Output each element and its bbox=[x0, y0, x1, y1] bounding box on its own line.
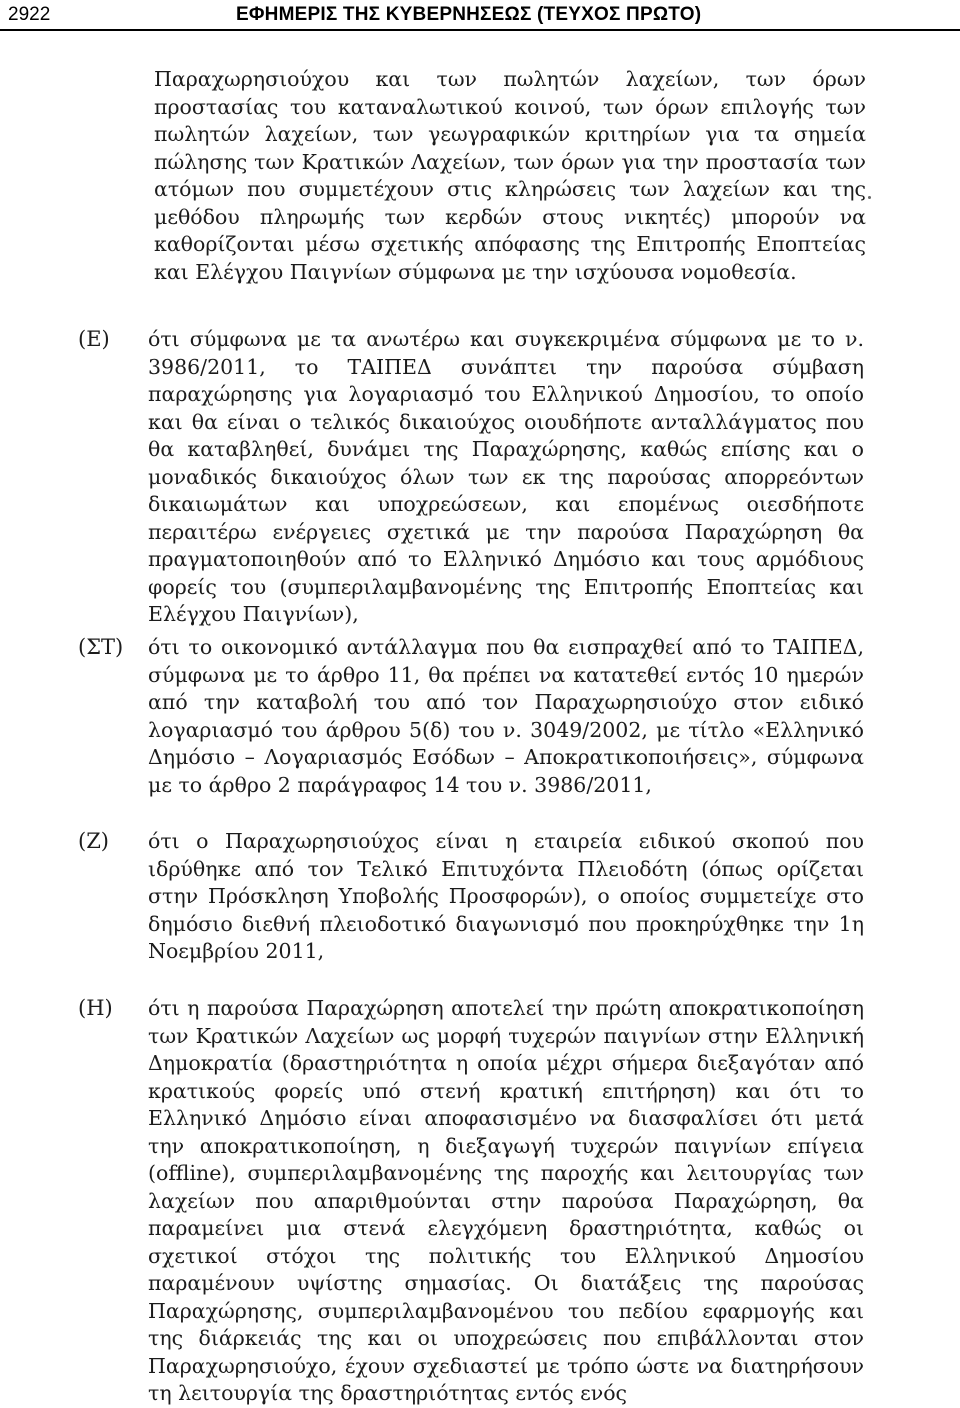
intro-paragraph: Παραχωρησιούχου και των πωλητών λαχείων, των όρων προστασίας του καταναλωτικού κοινού, των όρων επιλογής των πωλητών λαχείων, των γεωγραφικών κριτηρίων για τα σημεία πώλησης των Κρατικών Λαχείων, των όρων για την προστασία των ατόμων που συμμετέχουν στις κληρώσεις των λαχείων και της μεθόδου πληρωμής των κερδών στους νικητές) μπορούν να καθορίζονται μέσω σχετικής απόφασης της Επιτροπής Εποπτείας και Ελέγχου Παιγνίων σύμφωνα με την ισχύουσα νομοθεσία. bbox=[154, 67, 866, 284]
gazette-title: ΕΦΗΜΕΡΙΣ ΤΗΣ ΚΥΒΕΡΝΗΣΕΩΣ (ΤΕΥΧΟΣ ΠΡΩΤΟ) bbox=[236, 4, 702, 25]
clause-label-st: (ΣΤ) bbox=[78, 635, 124, 659]
page-header bbox=[0, 0, 960, 36]
scanned-document-body bbox=[70, 58, 880, 1405]
clause-text-z: ότι ο Παραχωρησιούχος είναι η εταιρεία ειδικού σκοπού που ιδρύθηκε από τον Τελικό Επιτυχόντα Πλειοδότη (όπως ορίζεται στην Πρόσκληση Υποβολής Προσφορών), ο οποίος συμμετείχε στο δημόσιο διεθνή πλειοδοτικό διαγωνισμό που προκηρύχθηκε την 1η Νοεμβρίου 2011, bbox=[148, 829, 864, 963]
clause-text-h: ότι η παρούσα Παραχώρηση αποτελεί την πρώτη αποκρατικοποίηση των Κρατικών Λαχείων ως μορφή τυχερών παιγνίων στην Ελληνική Δημοκρατία (δραστηριότητα η οποία μέχρι σήμερα διεξαγόταν από κρατικούς φορείς υπό στενή κρατική επιτήρηση) και ότι το Ελληνικό Δημόσιο είναι αποφασισμένο να διασφαλίσει ότι μετά την αποκρατικοποίηση, η διεξαγωγή τυχερών παιγνίων επίγεια (offline), συμπεριλαμβανομένης της παροχής και λειτουργίας των λαχείων που απαριθμούνται στην παρούσα Παραχώρηση, θα παραμείνει μια στενά ελεγχόμενη δραστηριότητα, καθώς οι σχετικοί στόχοι της πολιτικής του Ελληνικού Δημοσίου παραμένουν υψίστης σημασίας. Οι διατάξεις της παρούσας Παραχώρησης, συμπεριλαμβανομένου του πεδίου εφαρμογής και της διάρκειάς της και οι υποχρεώσεις που επιβάλλονται στον Παραχωρησιούχο, έχουν σχεδιαστεί με τρόπο ώστε να διατηρήσουν τη λειτουργία της δραστηριότητας εντός ενός bbox=[148, 996, 864, 1405]
header-divider bbox=[0, 29, 960, 31]
clause-label-z: (Ζ) bbox=[78, 829, 109, 853]
clause-label-e: (Ε) bbox=[78, 327, 110, 351]
clause-label-h: (Η) bbox=[78, 996, 113, 1020]
page-number: 2922 bbox=[8, 4, 51, 25]
clause-text-st: ότι το οικονομικό αντάλλαγμα που θα εισπραχθεί από το ΤΑΙΠΕΔ, σύμφωνα με το άρθρο 11, θα πρέπει να κατατεθεί εντός 10 ημερών από την καταβολή του από τον Παραχωρησιούχο στον ειδικό λογαριασμό του άρθρου 5(δ) του ν. 3049/2002, με τίτλο «Ελληνικό Δημόσιο – Λογαριασμός Εσόδων – Αποκρατικοποιήσεις», σύμφωνα με το άρθρο 2 παράγραφος 14 του ν. 3986/2011, bbox=[148, 635, 864, 797]
scan-speck bbox=[868, 196, 871, 199]
clause-text-e: ότι σύμφωνα με τα ανωτέρω και συγκεκριμένα σύμφωνα με το ν. 3986/2011, το ΤΑΙΠΕΔ συνάπτει την παρούσα σύμβαση παραχώρησης για λογαριασμό του Ελληνικού Δημοσίου, το οποίο και θα είναι ο τελικός δικαιούχος οιουδήποτε ανταλλάγματος που θα καταβληθεί, δυνάμει της Παραχώρησης, καθώς επίσης και ο μοναδικός δικαιούχος όλων των εκ της παρούσας απορρεόντων δικαιωμάτων και υποχρεώσεων, και επομένως οιεσδήποτε περαιτέρω ενέργειες σχετικά με την παρούσα Παραχώρηση θα πραγματοποιηθούν από το Ελληνικό Δημόσιο και τους αρμόδιους φορείς του (συμπεριλαμβανομένης της Επιτροπής Εποπτείας και Ελέγχου Παιγνίων), bbox=[148, 327, 864, 626]
